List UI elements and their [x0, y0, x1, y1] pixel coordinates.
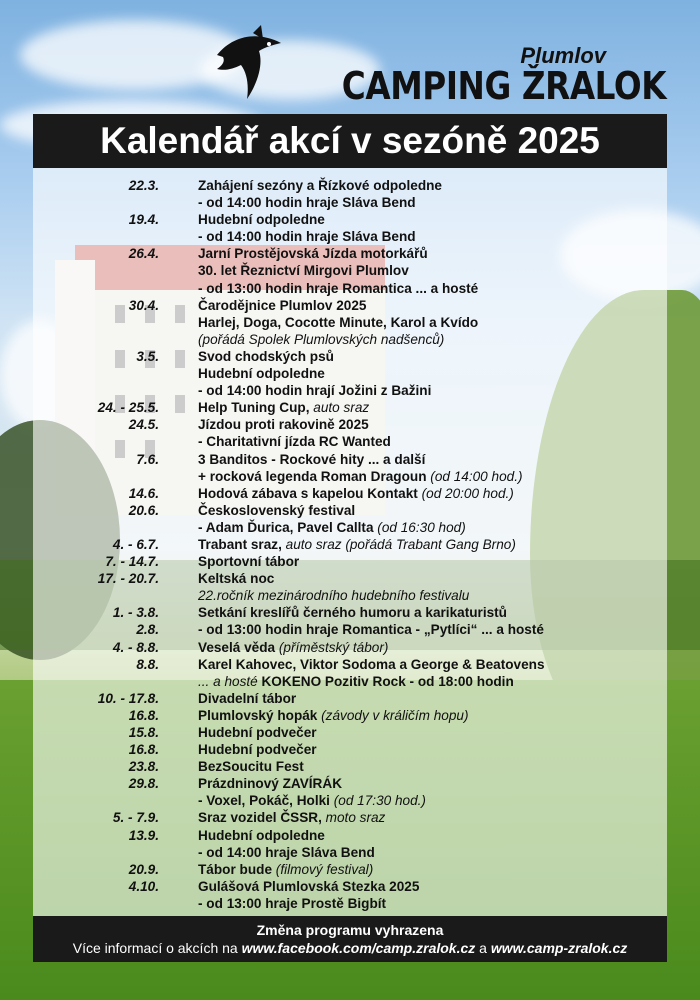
event-date: 26.4. — [128, 246, 159, 262]
event-note: (od 20:00 hod.) — [417, 485, 514, 501]
event-row — [33, 416, 667, 433]
website-link[interactable]: www.camp-zralok.cz — [490, 940, 628, 956]
event-title: 3 Banditos - Rockové hity ... a další — [198, 451, 426, 467]
event-description — [198, 262, 409, 279]
event-description — [198, 416, 369, 433]
event-title: Hudební odpoledne — [198, 827, 325, 843]
event-row — [33, 878, 667, 895]
event-description — [198, 331, 444, 348]
event-title: Veselá věda — [198, 639, 276, 655]
event-date: 15.8. — [128, 725, 159, 740]
event-note: 22.ročník mezinárodního hudebního festivalu — [198, 588, 470, 604]
event-description — [198, 194, 416, 211]
event-description — [198, 228, 416, 245]
event-description — [198, 587, 469, 604]
event-date — [33, 314, 159, 331]
event-description — [198, 314, 478, 331]
event-row — [33, 211, 667, 228]
event-row — [33, 536, 667, 553]
footer — [33, 916, 667, 962]
event-date — [33, 262, 159, 279]
facebook-link[interactable]: www.facebook.com/camp.zralok.cz — [241, 940, 476, 956]
event-row — [33, 553, 667, 570]
event-note: (od 16:30 hod) — [373, 519, 466, 535]
logo-big-text: CAMPING ŽRALOK — [341, 64, 666, 108]
event-title: Hodová zábava s kapelou Kontakt — [198, 485, 418, 501]
event-row — [33, 228, 667, 245]
event-row — [33, 433, 667, 450]
event-date — [33, 194, 159, 211]
logo-small-text: Plumlov — [520, 43, 606, 68]
event-note: (od 17:30 hod.) — [329, 793, 426, 809]
event-date: 3.5. — [136, 348, 159, 364]
event-title: Jarní Prostějovská Jízda motorkářů — [198, 246, 428, 262]
event-date: 4. - 6.7. — [112, 536, 159, 552]
event-title: BezSoucitu Fest — [198, 759, 304, 775]
event-description — [198, 878, 419, 895]
event-title: Hudební podvečer — [198, 725, 317, 740]
event-description — [198, 673, 514, 690]
event-date — [33, 365, 159, 382]
event-title: - od 14:00 hodin hraje Sláva Bend — [198, 229, 416, 245]
event-description — [198, 809, 385, 826]
event-title: Hudební podvečer — [198, 742, 317, 758]
event-row — [33, 502, 667, 519]
event-date: 20.6. — [128, 502, 159, 518]
event-row — [33, 775, 667, 792]
event-row — [33, 382, 667, 399]
event-date — [33, 228, 159, 245]
event-row — [33, 861, 667, 878]
event-date: 14.6. — [128, 485, 159, 501]
event-title: + rocková legenda Roman Dragoun — [198, 468, 427, 484]
event-description — [198, 451, 425, 468]
event-row — [33, 604, 667, 621]
event-row — [33, 262, 667, 279]
footer-notice: Změna programu vyhrazena — [256, 922, 444, 938]
event-title: Československý festival — [198, 502, 356, 518]
event-date: 16.8. — [128, 707, 159, 723]
event-note: auto sraz — [309, 400, 370, 416]
event-description — [198, 502, 355, 519]
event-description — [198, 690, 296, 707]
event-date: 8.8. — [136, 656, 159, 672]
event-row — [33, 809, 667, 826]
event-title: - od 14:00 hodin hraje Sláva Bend — [198, 195, 416, 211]
event-description — [198, 519, 466, 536]
event-date: 24.5. — [128, 417, 159, 433]
event-note: (pořádá Spolek Plumlovských nadšenců) — [198, 331, 445, 347]
event-note: moto sraz — [321, 810, 386, 826]
event-title: Help Tuning Cup, — [198, 400, 310, 416]
event-date — [33, 587, 159, 604]
event-description — [198, 245, 428, 262]
event-description — [198, 280, 478, 297]
event-title: KOKENO Pozitiv Rock - od 18:00 hodin — [261, 673, 514, 689]
event-description — [198, 895, 386, 912]
event-title: Gulášová Plumlovská Stezka 2025 — [198, 878, 420, 894]
title-bar — [33, 114, 667, 168]
event-date: 1. - 3.8. — [112, 605, 159, 621]
event-date — [33, 792, 159, 809]
event-row — [33, 314, 667, 331]
event-title: - Charitativní jízda RC Wanted — [198, 434, 391, 450]
event-row — [33, 621, 667, 638]
event-date: 22.3. — [128, 178, 159, 193]
event-title: - od 13:00 hodin hraje Romantica - „Pytlíci“ ... a hosté — [198, 622, 544, 638]
event-row — [33, 331, 667, 348]
event-title: Karel Kahovec, Viktor Sodoma a George & Beatovens — [198, 656, 545, 672]
event-row — [33, 741, 667, 758]
event-date — [33, 382, 159, 399]
event-row — [33, 827, 667, 844]
event-row — [33, 365, 667, 382]
event-date: 17. - 20.7. — [97, 571, 159, 587]
event-date — [33, 844, 159, 861]
event-date: 7. - 14.7. — [105, 554, 159, 570]
event-row — [33, 690, 667, 707]
event-date: 24. - 25.5. — [97, 400, 159, 416]
event-row — [33, 656, 667, 673]
event-date: 5. - 7.9. — [112, 810, 159, 826]
event-date: 29.8. — [128, 776, 159, 792]
event-description — [198, 536, 516, 553]
event-description — [198, 382, 431, 399]
event-date: 16.8. — [128, 742, 159, 758]
event-row — [33, 348, 667, 365]
event-date: 23.8. — [128, 759, 159, 775]
event-date: 2.8. — [136, 622, 159, 638]
event-title: - od 13:00 hraje Prostě Bigbít — [198, 895, 387, 911]
event-title: 30. let Řeznictví Mirgovi Plumlov — [198, 263, 409, 279]
event-date: 4. - 8.8. — [112, 639, 159, 655]
event-description — [198, 468, 523, 485]
event-row — [33, 194, 667, 211]
event-row — [33, 707, 667, 724]
footer-prefix: Více informací o akcích na — [72, 940, 242, 956]
event-date — [33, 519, 159, 536]
event-description — [198, 639, 388, 656]
event-row — [33, 519, 667, 536]
event-title: - Adam Ďurica, Pavel Callta — [198, 519, 374, 535]
event-title: Plumlovský hopák — [198, 707, 318, 723]
event-title: Keltská noc — [198, 571, 275, 587]
event-description — [198, 570, 274, 587]
event-note: ... a hosté — [198, 673, 262, 689]
shark-icon — [213, 25, 285, 105]
event-description — [198, 621, 544, 638]
event-description — [198, 177, 442, 194]
event-title: Hudební odpoledne — [198, 366, 325, 382]
event-description — [198, 861, 373, 878]
event-description — [198, 553, 299, 570]
event-row — [33, 485, 667, 502]
camping-logo — [213, 25, 666, 108]
event-description — [198, 707, 468, 724]
event-row — [33, 399, 667, 416]
event-title: - od 14:00 hodin hrají Jožini z Bažini — [198, 383, 432, 399]
event-description — [198, 656, 545, 673]
event-row — [33, 468, 667, 485]
event-row — [33, 245, 667, 262]
event-row — [33, 895, 667, 912]
event-date: 7.6. — [136, 451, 159, 467]
event-row — [33, 570, 667, 587]
event-row — [33, 451, 667, 468]
event-description — [198, 827, 325, 844]
event-description — [198, 604, 507, 621]
event-row — [33, 724, 667, 741]
event-title: Prázdninový ZAVÍRÁK — [198, 776, 343, 792]
page-title: Kalendář akcí v sezóně 2025 — [100, 120, 600, 161]
event-description — [198, 758, 304, 775]
event-row — [33, 639, 667, 656]
event-date — [33, 673, 159, 690]
event-description — [198, 399, 369, 416]
event-date — [33, 468, 159, 485]
event-title: - od 13:00 hodin hraje Romantica ... a hosté — [198, 280, 479, 296]
event-title: Zahájení sezóny a Řízkové odpoledne — [198, 178, 442, 193]
event-description — [198, 792, 426, 809]
event-row — [33, 297, 667, 314]
event-date: 19.4. — [128, 212, 159, 228]
event-row — [33, 758, 667, 775]
event-title: Jízdou proti rakovině 2025 — [198, 417, 369, 433]
event-date: 4.10. — [128, 878, 159, 894]
event-title: Sraz vozidel ČSSR, — [198, 810, 322, 826]
event-list — [33, 177, 667, 912]
event-note: (závody v králičím hopu) — [317, 707, 469, 723]
event-description — [198, 485, 514, 502]
event-title: Tábor bude — [198, 861, 273, 877]
event-row — [33, 792, 667, 809]
event-date — [33, 433, 159, 450]
event-title: - Voxel, Pokáč, Holki — [198, 793, 330, 809]
event-row — [33, 280, 667, 297]
event-note: (od 14:00 hod.) — [426, 468, 523, 484]
event-description — [198, 211, 325, 228]
event-date: 20.9. — [128, 861, 159, 877]
footer-info — [33, 939, 667, 958]
event-title: Harlej, Doga, Cocotte Minute, Karol a Kvído — [198, 314, 479, 330]
event-title: Hudební odpoledne — [198, 212, 325, 228]
event-title: Svod chodských psů — [198, 348, 334, 364]
event-row — [33, 844, 667, 861]
footer-mid: a — [475, 940, 491, 956]
event-title: - od 14:00 hraje Sláva Bend — [198, 844, 375, 860]
event-description — [198, 775, 342, 792]
event-description — [198, 348, 334, 365]
event-date: 30.4. — [128, 297, 159, 313]
event-date — [33, 280, 159, 297]
event-date: 10. - 17.8. — [97, 690, 159, 706]
event-date — [33, 331, 159, 348]
event-title: Trabant sraz, — [198, 536, 282, 552]
event-row — [33, 673, 667, 690]
event-date: 13.9. — [128, 827, 159, 843]
event-description — [198, 433, 391, 450]
event-title: Čarodějnice Plumlov 2025 — [198, 297, 367, 313]
event-note: (filmový festival) — [272, 861, 374, 877]
event-date — [33, 895, 159, 912]
event-note: auto sraz (pořádá Trabant Gang Brno) — [281, 536, 516, 552]
event-title: Divadelní tábor — [198, 690, 297, 706]
event-description — [198, 365, 325, 382]
event-row — [33, 587, 667, 604]
event-description — [198, 724, 317, 741]
event-description — [198, 741, 317, 758]
event-description — [198, 844, 375, 861]
event-title: Sportovní tábor — [198, 554, 300, 570]
event-row — [33, 177, 667, 194]
event-description — [198, 297, 366, 314]
event-note: (příměstský tábor) — [275, 639, 389, 655]
event-title: Setkání kreslířů černého humoru a karikaturistů — [198, 605, 507, 621]
